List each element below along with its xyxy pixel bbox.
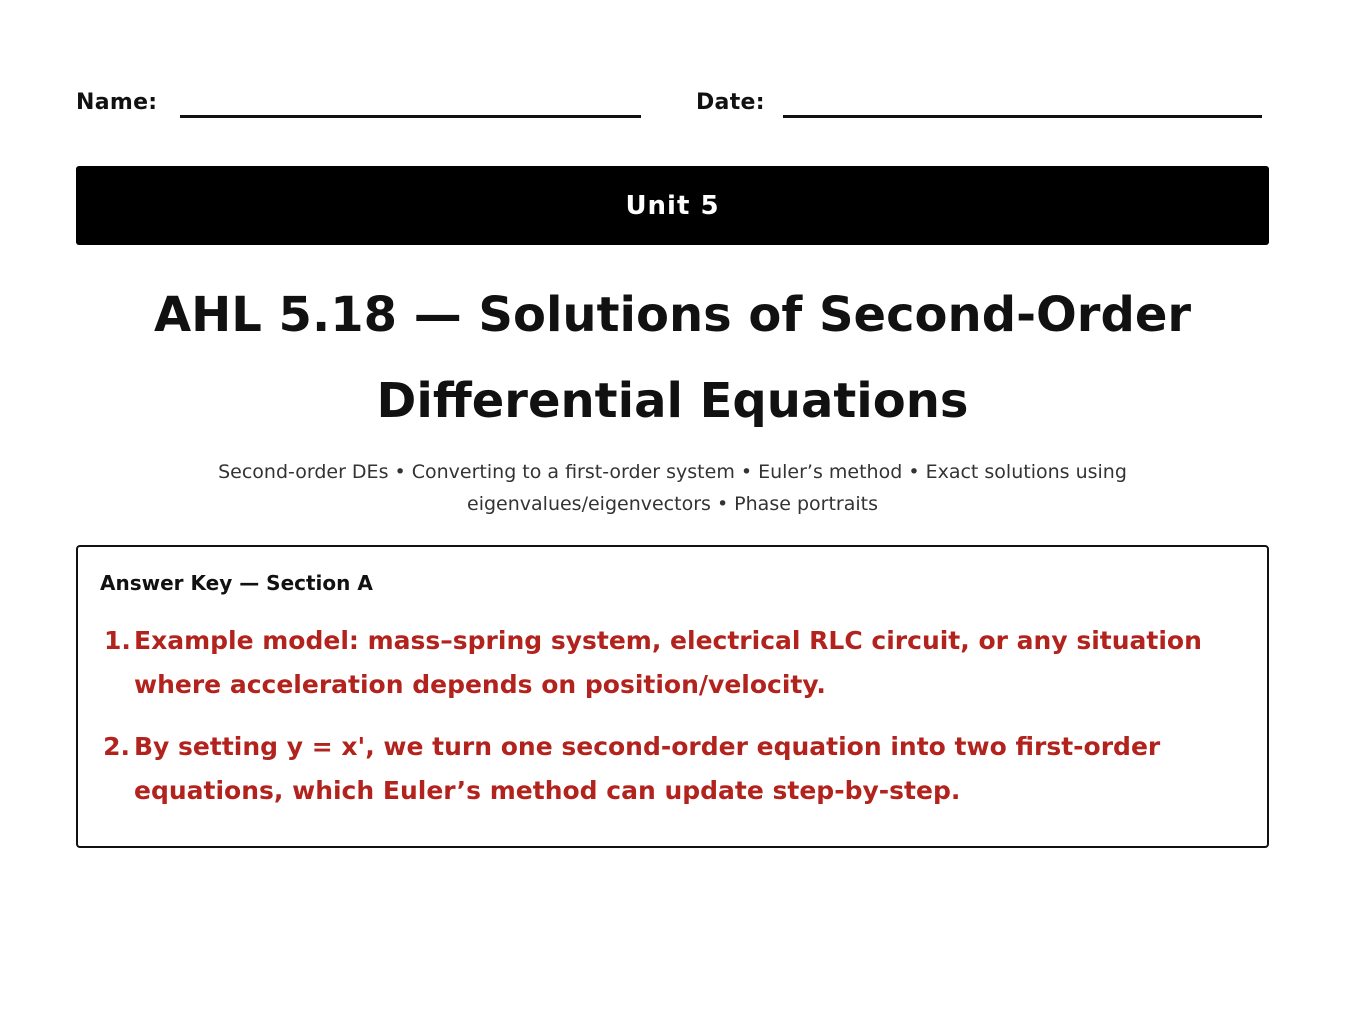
page-title-line-1: AHL 5.18 — Solutions of Second-Order: [153, 287, 1192, 343]
name-label: Name:: [76, 90, 158, 115]
name-field: [76, 88, 642, 124]
answer-list: [78, 619, 1238, 831]
answer-number: 2.: [103, 732, 130, 761]
answer-item: [78, 619, 1238, 707]
page-title: [76, 272, 1269, 444]
date-field: [696, 88, 1262, 124]
answer-number: 1.: [104, 626, 131, 655]
name-line[interactable]: [180, 115, 641, 118]
unit-label: Unit 5: [625, 190, 720, 221]
date-line[interactable]: [783, 115, 1262, 118]
answer-key-box: [76, 545, 1269, 848]
answer-text: Example model: mass–spring system, electrical RLC circuit, or any situation where acceleration depends on position/velocity.: [134, 626, 1202, 699]
unit-banner: [76, 166, 1269, 245]
date-label: Date:: [696, 90, 765, 115]
answer-key-heading: Answer Key — Section A: [100, 571, 373, 595]
topic-subtitle: Second-order DEs • Converting to a first-order system • Euler’s method • Exact solutions using eigenvalues/eigenvectors • Phase portraits: [218, 461, 1127, 515]
answer-item: [78, 725, 1238, 813]
student-info-row: [76, 88, 1262, 124]
page-title-line-2: Differential Equations: [376, 373, 969, 429]
answer-text: By setting y = x', we turn one second-order equation into two first-order equations, which Euler’s method can update step-by-step.: [134, 732, 1161, 805]
